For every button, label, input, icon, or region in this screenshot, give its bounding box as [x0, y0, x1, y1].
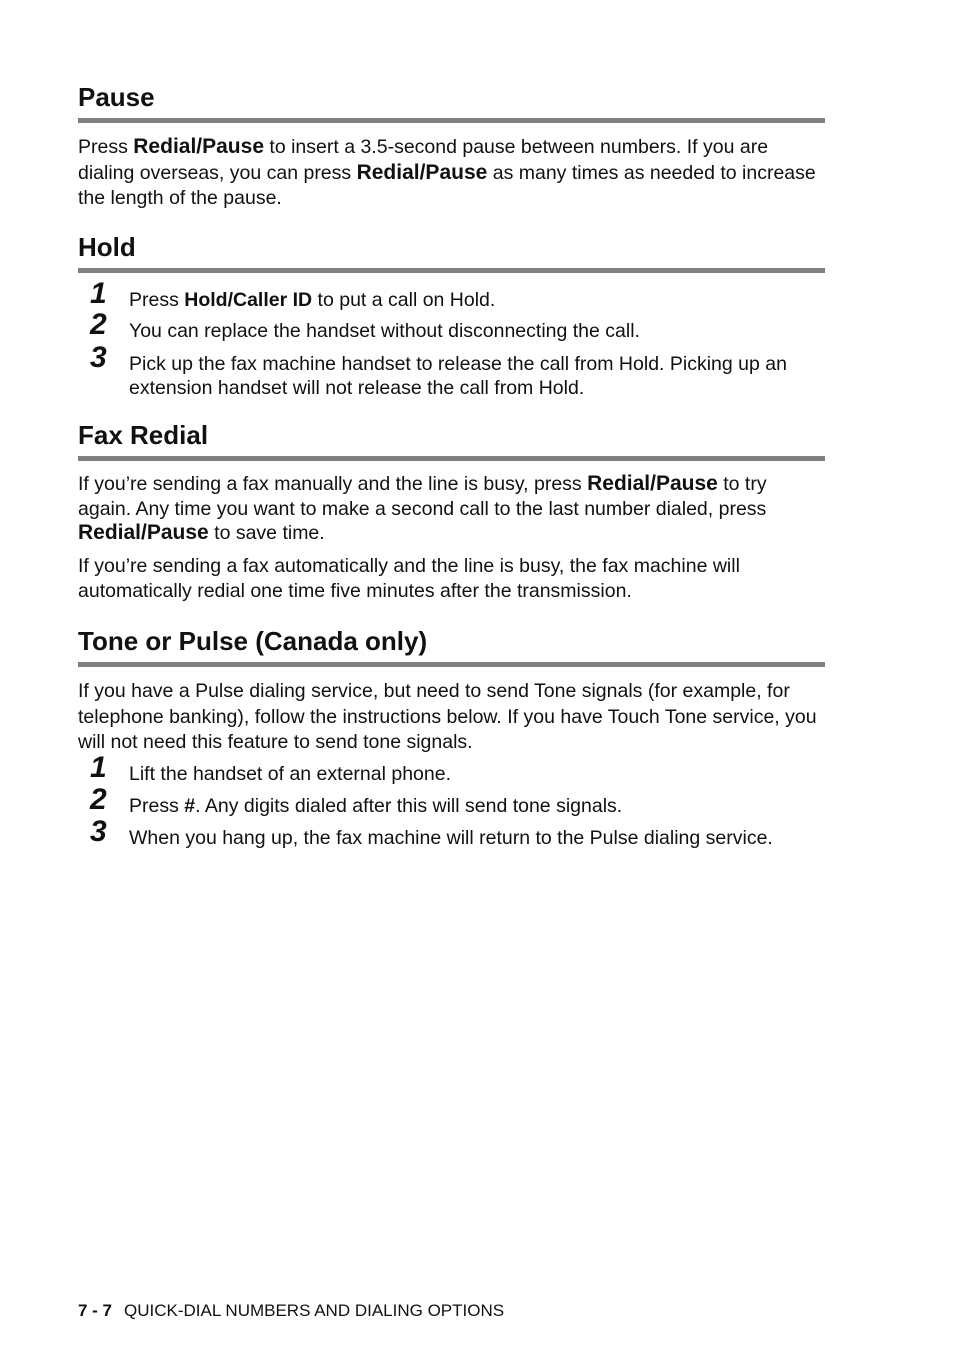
section-hold	[78, 232, 825, 400]
bold-key-name: Redial/Pause	[587, 472, 718, 495]
pause-paragraph	[78, 134, 825, 211]
step-item	[78, 750, 825, 786]
text-run: . Any digits dialed after this will send tone signals.	[195, 794, 623, 817]
fax-redial-paragraph-2: If you’re sending a fax automatically and the line is busy, the fax machine will automatically redial one time five minutes after the transmission.	[78, 554, 740, 602]
step-number: 3	[90, 341, 107, 374]
tone-pulse-steps	[78, 750, 825, 850]
section-fax-redial	[78, 420, 825, 604]
step-item	[78, 782, 825, 818]
text-run: Pick up the fax machine handset to release the call from Hold. Picking up an extension handset will not release the call from Hold.	[129, 353, 787, 399]
chapter-title: QUICK-DIAL NUMBERS AND DIALING OPTIONS	[124, 1301, 505, 1320]
text-run: to put a call on Hold.	[312, 289, 496, 311]
text-run: Press	[129, 794, 185, 817]
text-run: Press	[78, 136, 134, 158]
heading-pause: Pause	[78, 82, 825, 123]
text-run: Press	[129, 289, 185, 311]
text-run: as many times as needed to increase the length of the pause.	[78, 162, 816, 209]
page-number: 7 - 7	[78, 1301, 113, 1320]
bold-key-name: Redial/Pause	[133, 135, 264, 158]
heading-fax-redial: Fax Redial	[78, 420, 825, 461]
step-item	[78, 341, 825, 400]
page-footer	[78, 1301, 504, 1321]
step-number: 2	[90, 308, 107, 341]
step-number: 1	[90, 277, 107, 310]
hold-steps	[78, 277, 825, 400]
bold-key-name: Hold/Caller ID	[184, 289, 313, 311]
text-run: to try again. Any time you want to make a second call to the last number dialed, press	[78, 473, 767, 520]
step-number: 1	[90, 750, 107, 784]
step-item	[78, 277, 825, 312]
text-run: to insert a 3.5-second pause between numbers. If you are dialing overseas, you can press	[78, 136, 769, 184]
step-number: 2	[90, 782, 107, 816]
tone-pulse-paragraph: If you have a Pulse dialing service, but need to send Tone signals (for example, for telephone banking), follow the instructions below. If you have Touch Tone service, you will not need this feature to send tone signals.	[78, 680, 817, 753]
section-pause	[78, 82, 825, 211]
fax-redial-paragraph-1	[78, 472, 825, 546]
text-run: Lift the handset of an external phone.	[129, 762, 451, 785]
bold-key-name: Redial/Pause	[356, 161, 488, 184]
step-number: 3	[90, 814, 107, 848]
bold-key-name: #	[184, 794, 196, 817]
text-run: to save time.	[208, 522, 325, 544]
section-tone-pulse	[78, 626, 825, 850]
step-item	[78, 814, 825, 850]
text-run: When you hang up, the fax machine will return to the Pulse dialing service.	[129, 826, 773, 849]
heading-tone-pulse: Tone or Pulse (Canada only)	[78, 626, 825, 667]
text-run: You can replace the handset without disconnecting the call.	[129, 320, 640, 342]
step-item	[78, 308, 825, 343]
text-run: If you’re sending a fax manually and the line is busy, press	[78, 473, 588, 495]
heading-hold: Hold	[78, 232, 825, 273]
bold-key-name: Redial/Pause	[78, 521, 209, 544]
